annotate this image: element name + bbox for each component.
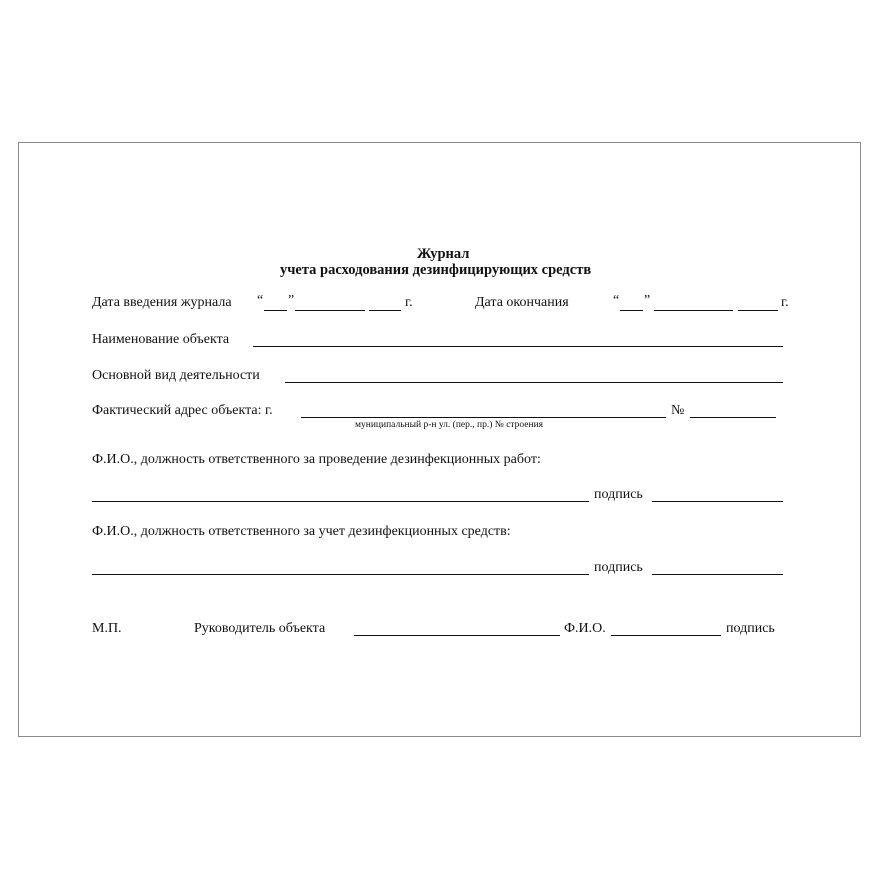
end-day-field[interactable] — [620, 310, 643, 311]
journal-title: Журнал — [417, 246, 470, 262]
accounting-signature-field[interactable] — [652, 574, 783, 575]
disinfection-responsible-field[interactable] — [92, 501, 589, 502]
fio-label: Ф.И.О. — [564, 621, 606, 636]
journal-subtitle: учета расходования дезинфицирующих средств — [280, 262, 592, 278]
stamp-label: М.П. — [92, 621, 122, 636]
start-month-field[interactable] — [295, 310, 365, 311]
accounting-responsible-label: Ф.И.О., должность ответственного за учет дезинфекционных средств: — [92, 524, 511, 539]
building-number-sign: № — [671, 403, 685, 418]
end-date-close-quote: ” — [644, 293, 651, 308]
accounting-responsible-field[interactable] — [92, 574, 589, 575]
building-number-field[interactable] — [690, 417, 776, 418]
end-year-suffix: г. — [781, 295, 789, 310]
activity-field[interactable] — [285, 382, 783, 383]
start-date-label: Дата введения журнала — [92, 295, 232, 310]
object-name-field[interactable] — [253, 346, 783, 347]
fio-field[interactable] — [611, 635, 721, 636]
disinfection-signature-label: подпись — [594, 487, 643, 502]
start-date-open-quote: “ — [257, 293, 264, 308]
end-month-field[interactable] — [654, 310, 733, 311]
end-date-label: Дата окончания — [475, 295, 569, 310]
address-label: Фактический адрес объекта: г. — [92, 403, 273, 418]
head-label: Руководитель объекта — [194, 621, 326, 636]
head-signature-label: подпись — [726, 621, 775, 636]
start-date-close-quote: ” — [288, 293, 295, 308]
disinfection-signature-field[interactable] — [652, 501, 783, 502]
address-field[interactable] — [301, 417, 666, 418]
start-year-suffix: г. — [405, 295, 413, 310]
disinfection-responsible-label: Ф.И.О., должность ответственного за проведение дезинфекционных работ: — [92, 452, 541, 467]
start-year-field[interactable] — [369, 310, 401, 311]
head-name-field[interactable] — [354, 635, 560, 636]
end-year-field[interactable] — [738, 310, 778, 311]
start-day-field[interactable] — [264, 310, 287, 311]
journal-cover-sheet — [18, 142, 861, 737]
address-hint: муниципальный р-н ул. (пер., пр.) № строения — [355, 420, 544, 430]
accounting-signature-label: подпись — [594, 560, 643, 575]
activity-label: Основной вид деятельности — [92, 368, 260, 383]
end-date-open-quote: “ — [613, 293, 620, 308]
object-name-label: Наименование объекта — [92, 332, 230, 347]
